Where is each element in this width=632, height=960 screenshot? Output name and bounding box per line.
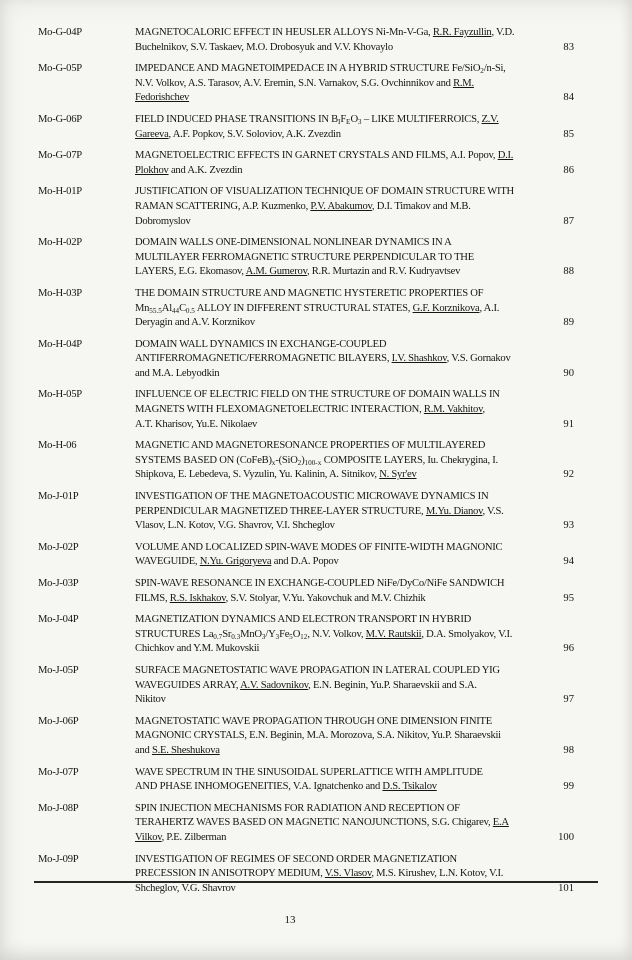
toc-entry bbox=[38, 853, 574, 897]
entry-title-authors: SURFACE MAGNETOSTATIC WAVE PROPAGATION IN LATERAL COUPLED YIG WAVEGUIDES ARRAY, A.V. Sadovnikov, E.N. Beginin, Yu.P. Sharaevskii and S.A. Nikitov bbox=[135, 664, 500, 706]
toc-entry bbox=[38, 439, 574, 483]
toc-entry bbox=[38, 338, 574, 382]
entry-title-authors: WAVE SPECTRUM IN THE SINUSOIDAL SUPERLATTICE WITH AMPLITUDE AND PHASE INHOMOGENEITIES, V.A. Ignatchenko and D.S. Tsikalov bbox=[135, 766, 483, 793]
entry-code: Mo-G-06P bbox=[38, 113, 82, 125]
entry-code: Mo-H-05P bbox=[38, 389, 82, 401]
entry-title-authors: INVESTIGATION OF THE MAGNETOACOUSTIC MICROWAVE DYNAMICS IN PERPENDICULAR MAGNETIZED THREE-LAYER STRUCTURE, M.Yu. Dianov, V.S. Vlasov, L.N. Kotov, V.G. Shavrov, V.I. Shcheglov bbox=[135, 491, 504, 532]
toc-entry bbox=[38, 541, 574, 570]
entry-page-number: 99 bbox=[563, 781, 574, 793]
toc-entry bbox=[38, 287, 574, 331]
toc-entry bbox=[38, 715, 574, 759]
entry-code: Mo-H-04P bbox=[38, 338, 82, 350]
entry-page-number: 98 bbox=[563, 744, 574, 756]
toc-entry bbox=[38, 766, 574, 795]
entry-title-authors: SPIN INJECTION MECHANISMS FOR RADIATION AND RECEPTION OF TERAHERTZ WAVES BASED ON MAGNETIC NANOJUNCTIONS, S.G. Chigarev, E.A Vilkov, P.E. Zilberman bbox=[135, 802, 509, 843]
entry-code: Mo-G-04P bbox=[38, 27, 82, 38]
entry-title-authors: MAGNETIC AND MAGNETORESONANCE PROPERTIES OF MULTILAYERED SYSTEMS BASED ON $(CoFeB)_x-(SiO_2)_{100-x}$ COMPOSITE LAYERS, Iu. Chekrygina, I. Shipkova, E. Lebedeva, S. Vyzulin, Yu. Kalinin, A. Sitnikov, N. Syr'ev bbox=[135, 440, 498, 481]
entry-page-number: 86 bbox=[563, 164, 574, 176]
entry-page-number: 89 bbox=[563, 317, 574, 329]
entry-page-number: 83 bbox=[563, 41, 574, 53]
entry-page-number: 88 bbox=[563, 266, 574, 278]
toc-entry bbox=[38, 388, 574, 432]
toc-entry bbox=[38, 149, 574, 178]
entry-code: Mo-J-01P bbox=[38, 491, 79, 503]
toc-entry bbox=[38, 26, 574, 55]
toc-entry bbox=[38, 236, 574, 280]
entry-code: Mo-J-04P bbox=[38, 614, 79, 626]
entry-page-number: 84 bbox=[563, 92, 574, 104]
entry-page-number: 91 bbox=[563, 418, 574, 430]
entry-page-number: 97 bbox=[563, 694, 574, 706]
entry-title-authors: FIELD INDUCED PHASE TRANSITIONS IN $B_IF_EO_3$ – LIKE MULTIFERROICS, Z.V. Gareeva, A.F. Popkov, S.V. Soloviov, A.K. Zvezdin bbox=[135, 113, 499, 140]
entry-page-number: 101 bbox=[558, 882, 574, 894]
entry-title-authors: SPIN-WAVE RESONANCE IN EXCHANGE-COUPLED NiFe/DyCo/NiFe SANDWICH FILMS, R.S. Iskhakov, S.V. Stolyar, V.Yu. Yakovchuk and M.V. Chizhik bbox=[135, 578, 505, 604]
entry-title-authors: VOLUME AND LOCALIZED SPIN-WAVE MODES OF FINITE-WIDTH MAGNONIC WAVEGUIDE, N.Yu. Grigoryeva and D.A. Popov bbox=[135, 541, 503, 568]
entry-page-number: 92 bbox=[563, 469, 574, 481]
entry-title-authors: JUSTIFICATION OF VISUALIZATION TECHNIQUE OF DOMAIN STRUCTURE WITH RAMAN SCATTERING, A.P. Kuzmenko, P.V. Abakumov, D.I. Timakov and M.B. Dobromyslov bbox=[135, 186, 514, 227]
entry-code: Mo-J-06P bbox=[38, 715, 79, 727]
entry-page-number: 85 bbox=[563, 128, 574, 140]
toc-entry bbox=[38, 664, 574, 708]
toc-entry bbox=[38, 185, 574, 229]
entry-title-authors: MAGNETOCALORIC EFFECT IN HEUSLER ALLOYS Ni-Mn-V-Ga, R.R. Fayzullin, V.D. Buchelnikov, S.V. Taskaev, M.O. Drobosyuk and V.V. Khovaylo bbox=[135, 27, 515, 53]
entry-page-number: 95 bbox=[563, 592, 574, 604]
entry-code: Mo-H-02P bbox=[38, 237, 82, 249]
entry-code: Mo-H-06 bbox=[38, 440, 77, 452]
entry-code: Mo-J-07P bbox=[38, 766, 79, 778]
entry-title-authors: MAGNETIZATION DYNAMICS AND ELECTRON TRANSPORT IN HYBRID STRUCTURES $La_{0.7}Sr_{0.3}MnO_3/Y_3Fe_5O_{12}$, N.V. Volkov, M.V. Rautskii, D.A. Smolyakov, V.I. Chichkov and Y.M. Mukovskii bbox=[135, 614, 513, 655]
entry-code: Mo-H-01P bbox=[38, 186, 82, 198]
entry-code: Mo-J-02P bbox=[38, 541, 79, 553]
toc-entry bbox=[38, 62, 574, 106]
toc-entry bbox=[38, 490, 574, 534]
page-number: 13 bbox=[284, 914, 296, 927]
footer-rule bbox=[34, 881, 598, 883]
entry-title-authors: THE DOMAIN STRUCTURE AND MAGNETIC HYSTERETIC PROPERTIES OF $Mn_{55.5}Al_{44}C_{0.5}$ ALLOY IN DIFFERENT STRUCTURAL STATES, G.F. Korznikova, A.I. Deryagin and A.V. Korznikov bbox=[135, 287, 500, 329]
entry-page-number: 100 bbox=[558, 831, 574, 843]
toc-list bbox=[38, 26, 574, 896]
entry-code: Mo-J-03P bbox=[38, 578, 79, 589]
entry-title-authors: INFLUENCE OF ELECTRIC FIELD ON THE STRUCTURE OF DOMAIN WALLS IN MAGNETS WITH FLEXOMAGNETOELECTRIC INTERACTION, R.M. Vakhitov, A.T. Kharisov, Yu.E. Nikolaev bbox=[135, 389, 500, 430]
entry-title-authors: IMPEDANCE AND MAGNETOIMPEDACE IN A HYBRID STRUCTURE Fe/SiO$_2$/n-Si, N.V. Volkov, A.S. Tarasov, A.V. Eremin, S.N. Varnakov, S.G. Ovchinnikov and R.M. Fedorishchev bbox=[135, 63, 506, 104]
toc-entry bbox=[38, 613, 574, 657]
entry-title-authors: DOMAIN WALL DYNAMICS IN EXCHANGE-COUPLED ANTIFERROMAGNETIC/FERROMAGNETIC BILAYERS, I.V. Shashkov, V.S. Gornakov and M.A. Lebyodkin bbox=[135, 338, 511, 379]
entry-title-authors: MAGNETOELECTRIC EFFECTS IN GARNET CRYSTALS AND FILMS, A.I. Popov, D.I. Plokhov and A.K. Zvezdin bbox=[135, 150, 514, 176]
entry-page-number: 90 bbox=[563, 367, 574, 379]
entry-code: Mo-J-08P bbox=[38, 802, 79, 814]
entry-code: Mo-G-05P bbox=[38, 63, 82, 75]
toc-entry bbox=[38, 802, 574, 846]
entry-page-number: 94 bbox=[563, 556, 574, 568]
entry-page-number: 96 bbox=[563, 643, 574, 655]
entry-title-authors: INVESTIGATION OF REGIMES OF SECOND ORDER MAGNETIZATION PRECESSION IN ANISOTROPY MEDIUM, V.S. Vlasov, M.S. Kirushev, L.N. Kotov, V.I. Shcheglov, V.G. Shavrov bbox=[135, 853, 504, 894]
toc-entry bbox=[38, 577, 574, 606]
toc-entry bbox=[38, 113, 574, 142]
entry-page-number: 93 bbox=[563, 520, 574, 532]
entry-code: Mo-J-09P bbox=[38, 853, 79, 865]
entry-page-number: 87 bbox=[563, 215, 574, 227]
entry-code: Mo-H-03P bbox=[38, 287, 82, 299]
entry-title-authors: MAGNETOSTATIC WAVE PROPAGATION THROUGH ONE DIMENSION FINITE MAGNONIC CRYSTALS, E.N. Beginin, M.A. Morozova, S.A. Nikitov, Yu.P. Sharaevskii and S.E. Sheshukova bbox=[135, 715, 501, 756]
entry-title-authors: DOMAIN WALLS ONE-DIMENSIONAL NONLINEAR DYNAMICS IN A MULTILAYER FERROMAGNETIC STRUCTURE PERPENDICULAR TO THE LAYERS, E.G. Ekomasov, A.M. Gumerov, R.R. Murtazin and R.V. Kudryavtsev bbox=[135, 237, 474, 278]
entry-code: Mo-J-05P bbox=[38, 664, 79, 676]
entry-code: Mo-G-07P bbox=[38, 150, 82, 162]
